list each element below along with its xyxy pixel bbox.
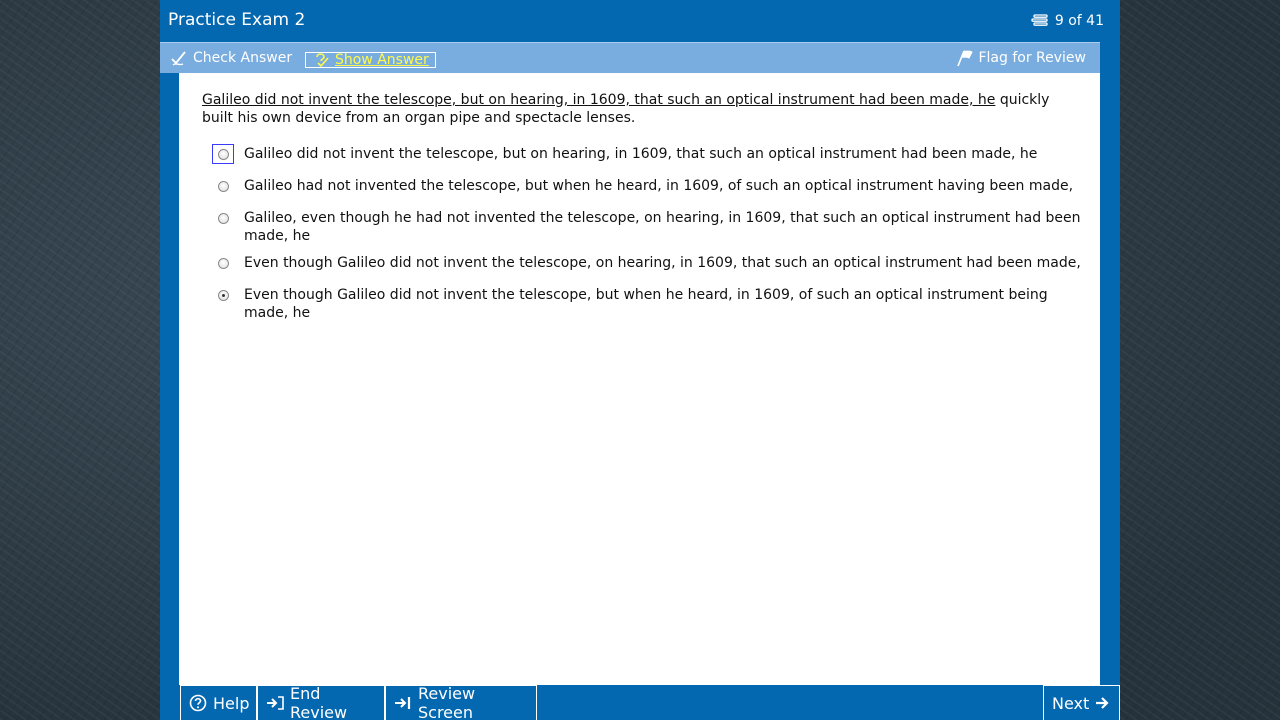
answer-radio-c[interactable] bbox=[218, 213, 229, 224]
answer-option-label: Galileo, even though he had not invented the telescope, on hearing, in 1609, that such an optical instrument had been made, he bbox=[244, 210, 1081, 244]
end-review-icon bbox=[266, 695, 284, 711]
answer-option-b[interactable] bbox=[212, 177, 1082, 196]
question-check-icon bbox=[314, 53, 330, 67]
arrow-right-icon bbox=[1095, 695, 1111, 711]
check-answer-button[interactable] bbox=[170, 49, 292, 67]
exam-title: Practice Exam 2 bbox=[168, 10, 306, 30]
radio-wrap bbox=[212, 285, 234, 305]
question-panel bbox=[179, 73, 1100, 685]
help-label: Help bbox=[213, 693, 250, 713]
question-progress bbox=[1031, 13, 1104, 29]
answer-option-label: Galileo did not invent the telescope, but on hearing, in 1609, that such an optical instrument had been made, he bbox=[244, 146, 1038, 162]
question-stem bbox=[202, 91, 1072, 127]
show-answer-button[interactable] bbox=[305, 52, 436, 68]
radio-focus-ring bbox=[212, 144, 234, 164]
toolbar bbox=[160, 42, 1100, 73]
help-button[interactable] bbox=[180, 685, 257, 720]
answer-option-e[interactable] bbox=[212, 286, 1082, 322]
radio-wrap bbox=[212, 208, 234, 228]
answer-option-d[interactable] bbox=[212, 254, 1082, 273]
footer-bar bbox=[160, 685, 1120, 720]
flag-for-review-label: Flag for Review bbox=[978, 50, 1086, 66]
answer-option-label: Even though Galileo did not invent the telescope, on hearing, in 1609, that such an optical instrument had been made, bbox=[244, 255, 1081, 271]
review-screen-label: Review Screen bbox=[418, 684, 476, 720]
review-screen-icon bbox=[394, 695, 412, 711]
question-rest: quickly built his own device from an organ pipe and spectacle lenses. bbox=[202, 92, 1050, 126]
answer-radio-e[interactable] bbox=[218, 290, 229, 301]
answer-radio-a[interactable] bbox=[218, 149, 229, 160]
progress-text: 9 of 41 bbox=[1054, 13, 1104, 29]
answer-radio-b[interactable] bbox=[218, 181, 229, 192]
title-bar bbox=[160, 0, 1120, 42]
answer-option-a[interactable] bbox=[212, 145, 1082, 164]
answer-option-c[interactable] bbox=[212, 209, 1082, 245]
answer-option-label: Galileo had not invented the telescope, but when he heard, in 1609, of such an optical instrument having been made, bbox=[244, 178, 1074, 194]
end-review-button[interactable] bbox=[257, 685, 385, 720]
flag-icon bbox=[955, 49, 973, 67]
check-answer-label: Check Answer bbox=[193, 50, 293, 66]
end-review-label: End Review bbox=[290, 684, 348, 720]
check-pen-icon bbox=[170, 50, 188, 67]
flag-for-review-button[interactable] bbox=[955, 49, 1086, 67]
radio-wrap bbox=[212, 253, 234, 273]
exam-window bbox=[160, 0, 1120, 720]
question-underlined-part: Galileo did not invent the telescope, but on hearing, in 1609, that such an optical instrument had been made, he bbox=[202, 92, 996, 108]
help-circle-icon bbox=[189, 694, 207, 712]
review-screen-button[interactable] bbox=[385, 685, 537, 720]
answer-radio-d[interactable] bbox=[218, 258, 229, 269]
answer-option-label: Even though Galileo did not invent the telescope, but when he heard, in 1609, of such an optical instrument being made, he bbox=[244, 287, 1048, 321]
next-button[interactable] bbox=[1043, 685, 1120, 720]
stack-icon bbox=[1031, 14, 1049, 28]
show-answer-label: Show Answer bbox=[335, 52, 429, 68]
next-label: Next bbox=[1052, 693, 1090, 713]
radio-wrap bbox=[212, 176, 234, 196]
